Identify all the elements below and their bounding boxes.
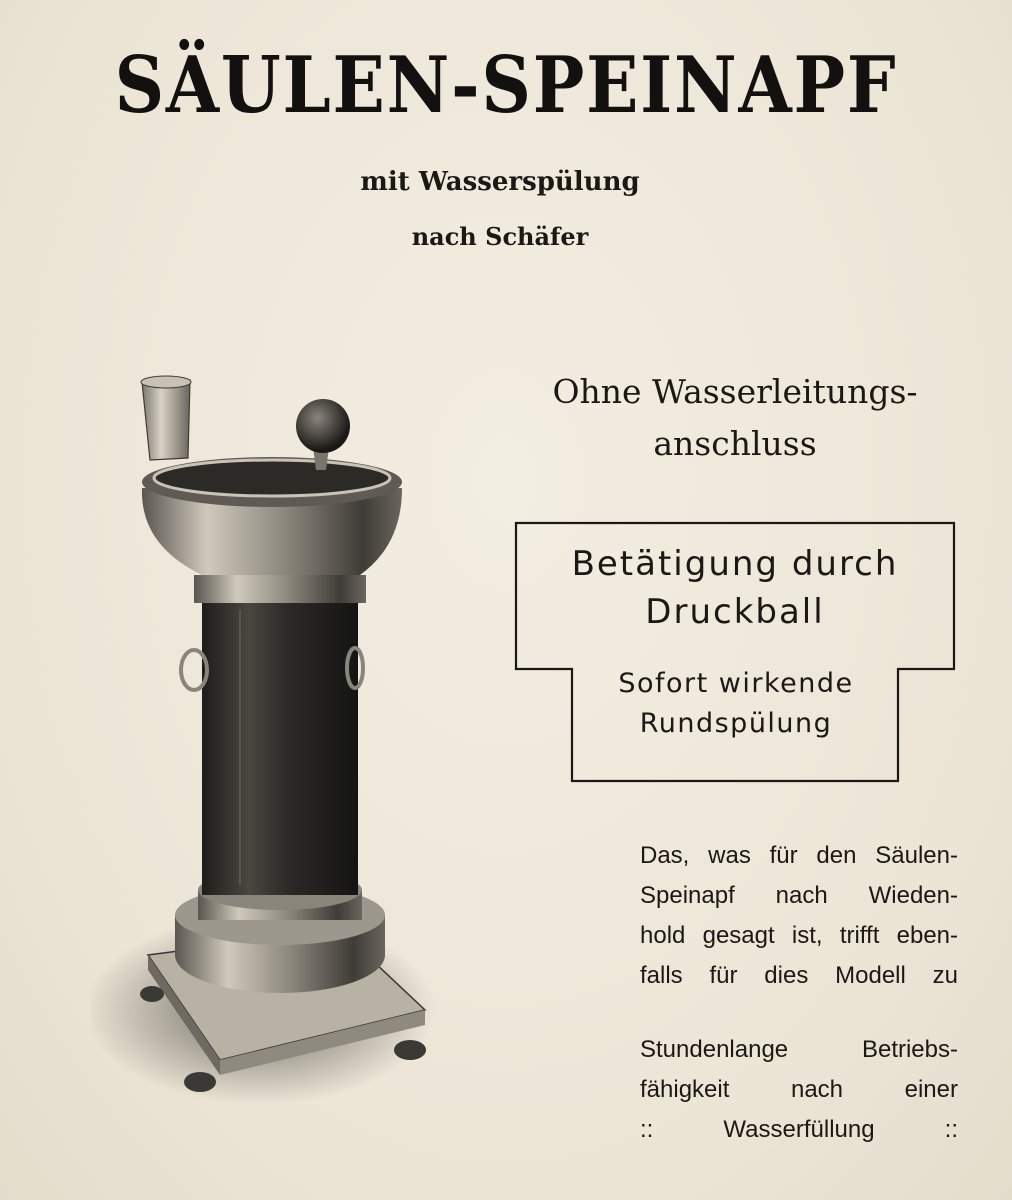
frame-heading-line-2: Druckball (645, 592, 825, 632)
description-paragraph (640, 836, 958, 996)
frame-heading-line-1: Betätigung durch (571, 544, 899, 584)
subtitle-line-1: mit Wasserspülung (360, 167, 640, 197)
subtitle-line-2: nach Schäfer (411, 222, 589, 251)
page-title: SÄULEN-SPEINAPF (114, 40, 898, 131)
operation-line: fähigkeit nach einer (640, 1076, 958, 1103)
feature-heading (520, 366, 950, 470)
frame-heading (520, 540, 950, 636)
frame-subtext (576, 664, 896, 744)
description-line: falls für dies Modell zu (640, 962, 958, 989)
description-line: Speinapf nach Wieden- (640, 882, 958, 909)
description-line: Das, was für den Säulen- (640, 842, 958, 869)
spittoon-illustration (90, 370, 450, 1110)
frame-subtext-line-1: Sofort wirkende (618, 668, 854, 699)
operation-paragraph (640, 1030, 958, 1150)
description-line: hold gesagt ist, trifft eben- (640, 922, 958, 949)
feature-heading-line-2: anschluss (653, 424, 817, 463)
feature-heading-line-1: Ohne Wasserleitungs- (552, 372, 918, 411)
operation-line: Stundenlange Betriebs- (640, 1036, 958, 1063)
column-spittoon-image (90, 370, 450, 1110)
operation-line: :: Wasserfüllung :: (640, 1116, 958, 1143)
frame-subtext-line-2: Rundspülung (639, 708, 833, 739)
